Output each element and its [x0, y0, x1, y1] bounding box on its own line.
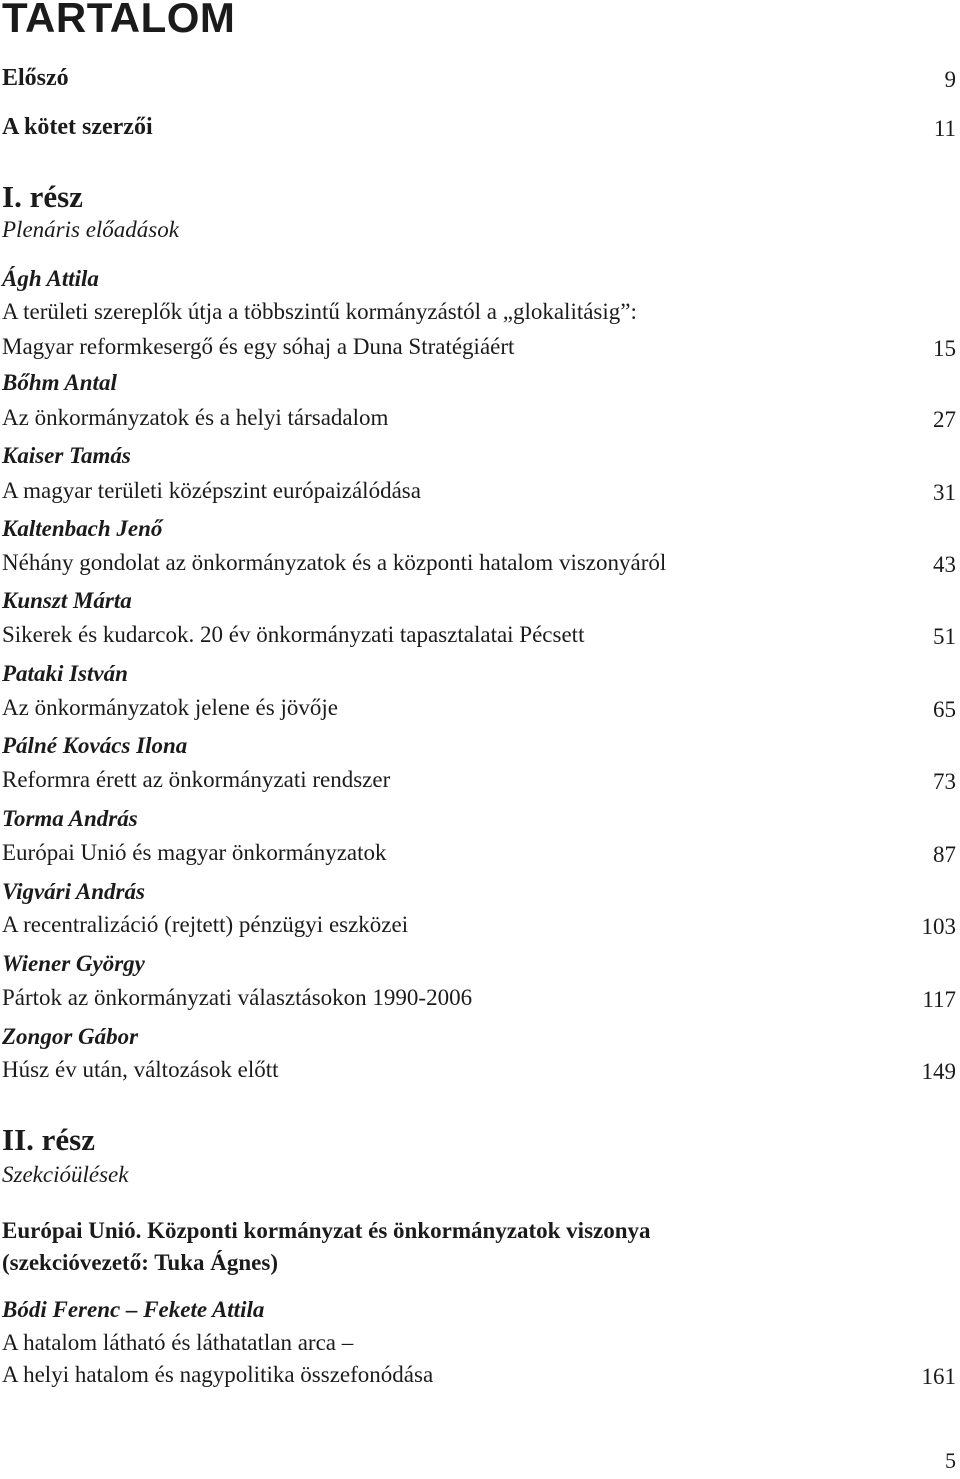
toc-entry-page: 117 [922, 987, 956, 1012]
toc-entry-page: 161 [921, 1364, 956, 1389]
section-heading: Európai Unió. Központi kormányzat és önkormányzatok viszonya [2, 1218, 651, 1243]
toc-entry-page: 87 [933, 842, 956, 867]
toc-entry-title: Húsz év után, változások előtt [2, 1057, 279, 1082]
toc-entry-title: Európai Unió és magyar önkormányzatok [2, 840, 387, 865]
toc-entry-title: A helyi hatalom és nagypolitika összefonódása [2, 1362, 434, 1387]
toc-author: Bódi Ferenc – Fekete Attila [2, 1297, 265, 1322]
page-title: TARTALOM [2, 0, 236, 41]
toc-author: Kunszt Márta [2, 588, 132, 613]
toc-author: Kaltenbach Jenő [2, 516, 163, 541]
toc-entry-page: 51 [933, 624, 956, 649]
toc-entry-page: 65 [933, 697, 956, 722]
toc-entry-page: 149 [921, 1059, 956, 1084]
toc-author: Bőhm Antal [2, 370, 117, 395]
toc-entry-page: 11 [933, 116, 956, 141]
toc-author: Ágh Attila [2, 266, 99, 291]
toc-author: Wiener György [2, 951, 145, 976]
toc-author: Kaiser Tamás [2, 443, 131, 468]
toc-author: Vigvári András [2, 879, 145, 904]
toc-entry-title: A recentralizáció (rejtett) pénzügyi eszközei [2, 912, 409, 937]
toc-entry-title: Sikerek és kudarcok. 20 év önkormányzati tapasztalatai Pécsett [2, 622, 585, 647]
toc-author: Pálné Kovács Ilona [2, 733, 188, 758]
toc-author: Torma András [2, 806, 138, 831]
part-subtitle: Szekcióülések [2, 1162, 129, 1187]
toc-entry-title: Magyar reformkesergő és egy sóhaj a Duna Stratégiáért [2, 334, 515, 359]
toc-entry-page: 43 [933, 552, 956, 577]
part-heading: I. rész [2, 179, 83, 214]
toc-entry-label: Előszó [2, 65, 69, 91]
toc-entry-page: 73 [933, 769, 956, 794]
toc-entry-page: 27 [933, 407, 956, 432]
part-subtitle: Plenáris előadások [2, 217, 179, 242]
toc-entry-title: A területi szereplők útja a többszintű kormányzástól a „glokalitásig”: [2, 299, 637, 324]
toc-entry-label: A kötet szerzői [2, 114, 153, 140]
toc-entry-page: 103 [921, 914, 956, 939]
toc-entry-title: Reformra érett az önkormányzati rendszer [2, 767, 391, 792]
section-heading: (szekcióvezető: Tuka Ágnes) [2, 1250, 278, 1275]
page-number: 5 [945, 1448, 956, 1473]
toc-entry-title: Néhány gondolat az önkormányzatok és a központi hatalom viszonyáról [2, 550, 667, 575]
toc-entry-page: 9 [944, 67, 956, 92]
toc-entry-page: 15 [933, 336, 956, 361]
toc-author: Zongor Gábor [2, 1024, 139, 1049]
toc-entry-title: Az önkormányzatok és a helyi társadalom [2, 405, 389, 430]
toc-entry-page: 31 [933, 480, 956, 505]
toc-entry-title: A hatalom látható és láthatatlan arca – [2, 1330, 354, 1355]
toc-entry-title: Pártok az önkormányzati választásokon 1990-2006 [2, 985, 473, 1010]
toc-author: Pataki István [2, 661, 128, 686]
toc-entry-title: Az önkormányzatok jelene és jövője [2, 695, 338, 720]
toc-entry-title: A magyar területi középszint európaizálódása [2, 478, 421, 503]
part-heading: II. rész [2, 1122, 95, 1157]
